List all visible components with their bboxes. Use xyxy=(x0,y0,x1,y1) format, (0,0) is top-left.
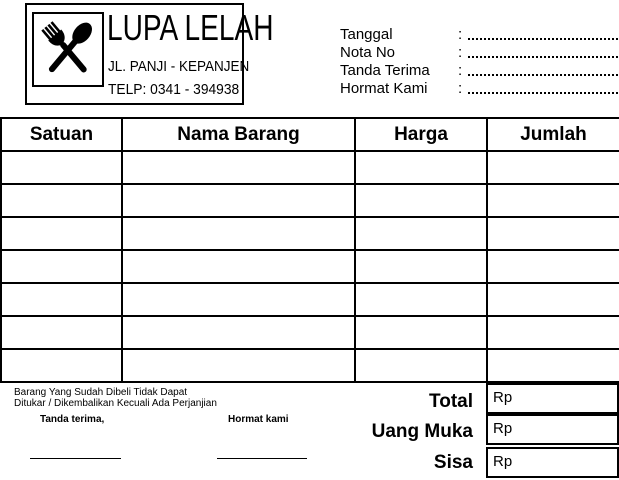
currency-label: Rp xyxy=(493,453,513,470)
satuan-cell[interactable] xyxy=(1,349,122,382)
balance-label: Sisa xyxy=(433,452,473,473)
items-table xyxy=(0,117,619,383)
column-header-harga: Harga xyxy=(355,118,487,151)
jumlah-cell[interactable] xyxy=(487,349,619,382)
meta-label: Tanda Terima xyxy=(340,62,430,79)
down-payment-field[interactable] xyxy=(486,414,619,445)
store-phone: TELP: 0341 - 394938 xyxy=(108,81,240,98)
total-field[interactable] xyxy=(486,383,619,414)
table-row xyxy=(1,217,619,250)
invoice-number-field[interactable] xyxy=(468,56,618,58)
jumlah-cell[interactable] xyxy=(487,283,619,316)
table-row xyxy=(1,250,619,283)
meta-colon: : xyxy=(458,26,463,43)
store-header xyxy=(25,3,274,105)
balance-field[interactable] xyxy=(486,447,619,478)
jumlah-cell[interactable] xyxy=(487,184,619,217)
fork-spoon-icon xyxy=(34,14,102,85)
column-header-satuan: Satuan xyxy=(1,118,122,151)
regards-field[interactable] xyxy=(468,92,618,94)
signature-label-sender: Hormat kami xyxy=(228,414,289,425)
table-row xyxy=(1,316,619,349)
harga-cell[interactable] xyxy=(355,316,487,349)
jumlah-cell[interactable] xyxy=(487,250,619,283)
nama-barang-cell[interactable] xyxy=(122,349,355,382)
store-address: JL. PANJI - KEPANJEN xyxy=(108,58,250,75)
nama-barang-cell[interactable] xyxy=(122,283,355,316)
signature-label-receiver: Tanda terima, xyxy=(40,414,105,425)
total-label: Total xyxy=(429,391,473,412)
table-body xyxy=(1,151,619,382)
nama-barang-cell[interactable] xyxy=(122,217,355,250)
meta-colon: : xyxy=(458,62,463,79)
satuan-cell[interactable] xyxy=(1,151,122,184)
jumlah-cell[interactable] xyxy=(487,316,619,349)
signature-line-sender[interactable] xyxy=(217,458,307,459)
harga-cell[interactable] xyxy=(355,283,487,316)
harga-cell[interactable] xyxy=(355,349,487,382)
satuan-cell[interactable] xyxy=(1,250,122,283)
down-payment-label: Uang Muka xyxy=(371,421,473,442)
harga-cell[interactable] xyxy=(355,217,487,250)
meta-colon: : xyxy=(458,44,463,61)
harga-cell[interactable] xyxy=(355,151,487,184)
table-row xyxy=(1,151,619,184)
satuan-cell[interactable] xyxy=(1,217,122,250)
terms-line-1: Barang Yang Sudah Dibeli Tidak Dapat xyxy=(14,387,188,398)
nama-barang-cell[interactable] xyxy=(122,184,355,217)
nama-barang-cell[interactable] xyxy=(122,250,355,283)
meta-label: Tanggal xyxy=(340,26,393,43)
currency-label: Rp xyxy=(493,389,513,406)
column-header-jumlah: Jumlah xyxy=(487,118,619,151)
date-field[interactable] xyxy=(468,38,618,40)
table-row xyxy=(1,349,619,382)
logo xyxy=(32,12,104,87)
harga-cell[interactable] xyxy=(355,250,487,283)
receipt-field[interactable] xyxy=(468,74,618,76)
column-header-nama-barang: Nama Barang xyxy=(122,118,355,151)
meta-label: Nota No xyxy=(340,44,396,61)
terms-line-2: Ditukar / Dikembalikan Kecuali Ada Perjanjian xyxy=(14,398,217,409)
table-header-row xyxy=(1,118,619,151)
signature-line-receiver[interactable] xyxy=(30,458,121,459)
satuan-cell[interactable] xyxy=(1,283,122,316)
nama-barang-cell[interactable] xyxy=(122,316,355,349)
terms-note xyxy=(14,387,217,409)
meta-label: Hormat Kami xyxy=(340,80,428,97)
harga-cell[interactable] xyxy=(355,184,487,217)
currency-label: Rp xyxy=(493,420,513,437)
nama-barang-cell[interactable] xyxy=(122,151,355,184)
store-name: LUPA LELAH xyxy=(107,7,274,48)
table-row xyxy=(1,184,619,217)
table-row xyxy=(1,283,619,316)
jumlah-cell[interactable] xyxy=(487,151,619,184)
meta-colon: : xyxy=(458,80,463,97)
jumlah-cell[interactable] xyxy=(487,217,619,250)
satuan-cell[interactable] xyxy=(1,184,122,217)
satuan-cell[interactable] xyxy=(1,316,122,349)
